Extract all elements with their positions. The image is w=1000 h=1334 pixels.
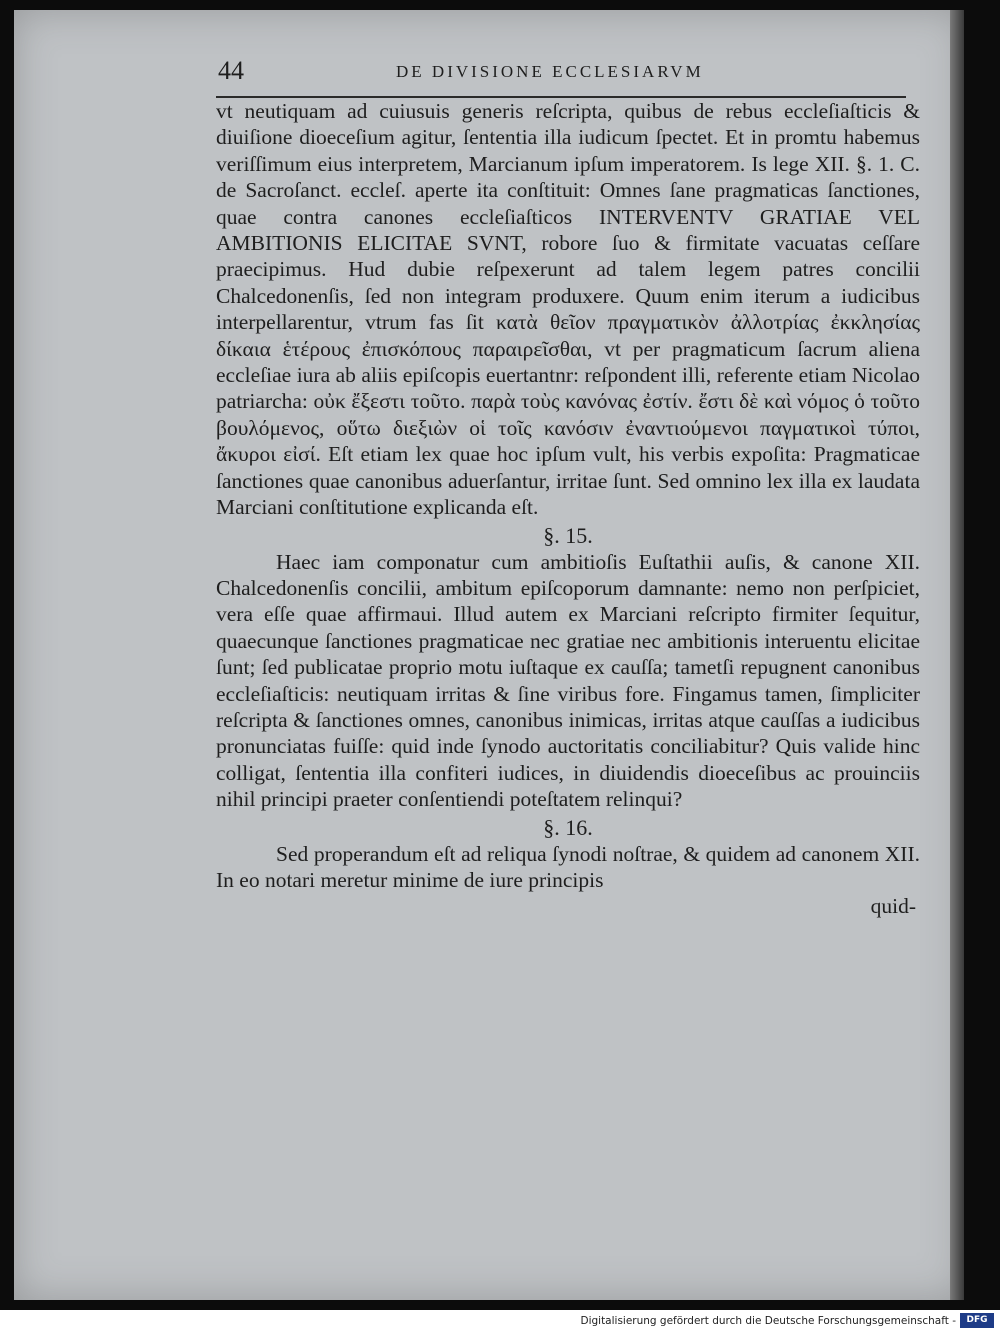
- page-edge-shadow: [950, 10, 964, 1300]
- paragraph-2: Haec iam componatur cum ambitioſis Euſtathii auſis, & canone XII. Chalcedonenſis concilii, ambitum epiſcoporum damnante: nemo non perſpiciet, vera eſſe quae affirmaui. Illud autem ex Marciani reſcripto firmiter ſequitur, quaecunque ſanctiones pragmaticae nec gratiae nec ambitionis interuentu elicitae ſunt; ſed publicatae proprio motu iuſtaque ex cauſſa; tametſi repugnent canonibus eccleſiaſticis: neutiquam irritas & ſine viribus fore. Fingamus tamen, ſimpliciter reſcripta & ſanctiones omnes, canonibus inimicas, irritas atque cauſſas a iudicibus pronunciatas fuiſſe: quid inde ſynodo auctoritatis conciliabitur? Quis valide hinc colligat, ſententia illa confiteri iudices, in diuidendis dioeceſibus ac prouinciis nihil principi praeter conſentiendi poteſtatem relinqui?: [216, 549, 920, 812]
- dfg-logo: DFG: [960, 1313, 994, 1328]
- paragraph-1: vt neutiquam ad cuiusuis generis reſcripta, quibus de rebus eccleſiaſticis & diuiſione dioeceſium agitur, ſententia illa iudicum ſpectet. Et in promtu habemus veriſſimum eius interpretem, Marcianum ipſum imperatorem. Is lege XII. §. 1. C. de Sacroſanct. eccleſ. aperte ita conſtituit: Omnes ſane pragmaticas ſanctiones, quae contra canones eccleſiaſticos INTERVENTV GRATIAE VEL AMBITIONIS ELICITAE SVNT, robore ſuo & firmitate vacuatas ceſſare praecipimus. Hud dubie reſpexerunt ad talem legem patres concilii Chalcedonenſis, ſed non integram produxere. Quum enim iterum a iudicibus interpellarentur, vtrum fas ſit κατὰ θεῖον πραγματικὸν ἀλλοτρίας ἐκκλησίας δίκαια ἑτέρους ἐπισκόπους παραιρεῖσθαι, vt per pragmaticum ſacrum aliena eccleſiae iura ab aliis epiſcopis euertantnr: reſpondent illi, referente etiam Nicolao patriarcha: οὐκ ἔξεστι τοῦτο. παρὰ τοὺς κανόνας ἐστίν. ἔστι δὲ καὶ νόμος ὁ τοῦτο βουλόμενος, οὕτω διεξιὼν οἱ τοῖς κανόσιν ἐναντιούμενοι παγματικοὶ τύποι, ἄκυροι εἰσί. Eſt etiam lex quae hoc ipſum vult, his verbis expoſita: Pragmaticae ſanctiones quae canonibus aduerſantur, irritae ſunt. Sed omnino lex illa ex laudata Marciani conſtitutione explicanda eſt.: [216, 99, 920, 520]
- catchword: quid-: [870, 894, 916, 919]
- text-block: [216, 56, 920, 920]
- digitization-credit: Digitalisierung gefördert durch die Deutsche Forschungsgemeinschaft -: [580, 1315, 956, 1327]
- running-title: DE DIVISIONE ECCLESIARVM: [396, 62, 704, 81]
- section-heading-15: §. 15.: [543, 522, 593, 548]
- running-head: [216, 56, 920, 90]
- paragraph-3: Sed properandum eſt ad reliqua ſynodi noſtrae, & quidem ad canonem XII. In eo notari meretur minime de iure principis: [216, 841, 920, 892]
- page-number: 44: [218, 56, 244, 85]
- book-page: [14, 10, 964, 1300]
- section-heading-16: §. 16.: [543, 814, 593, 840]
